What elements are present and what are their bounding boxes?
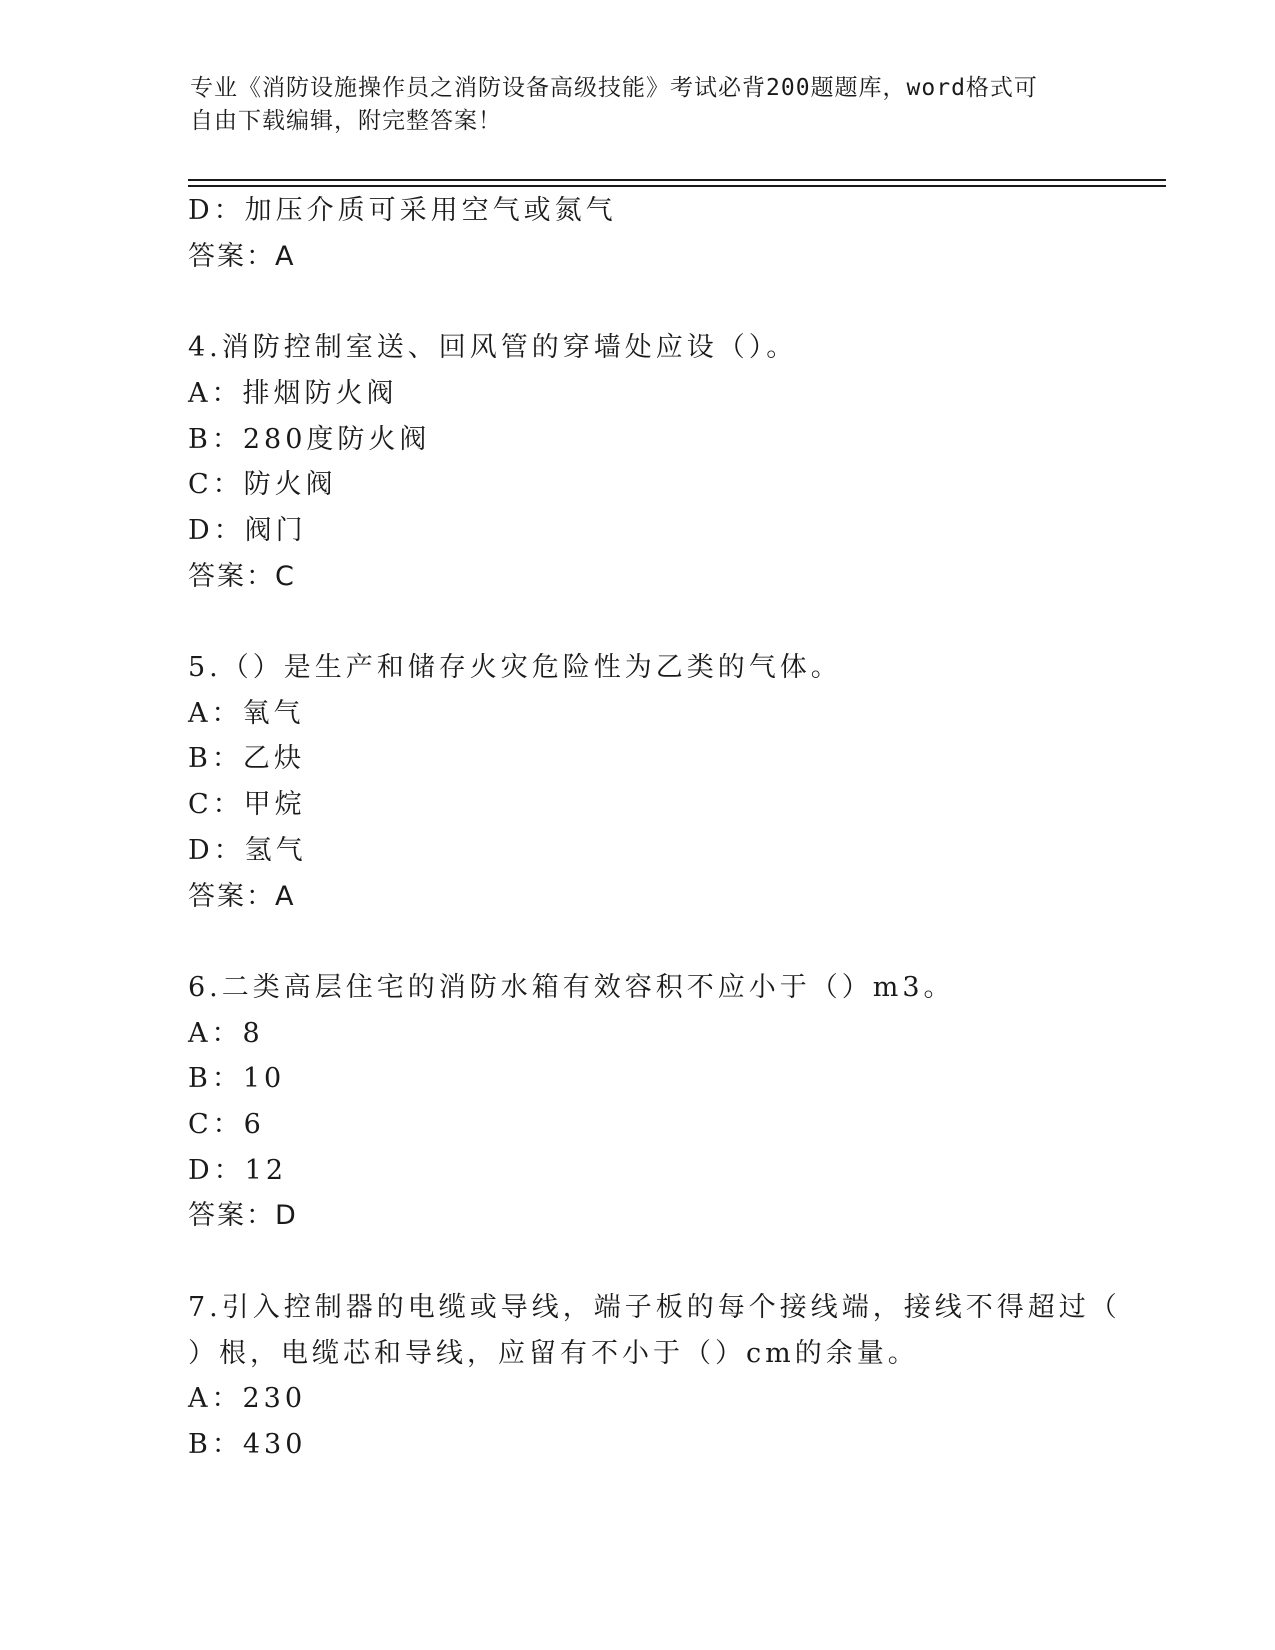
option-a: A：8 bbox=[188, 1017, 264, 1049]
option-d: D：氢气 bbox=[188, 834, 307, 866]
question-stem: 5.（）是生产和储存火灾危险性为乙类的气体。 bbox=[188, 652, 842, 683]
option-c: C：防火阀 bbox=[188, 469, 337, 501]
option-a: A：氧气 bbox=[188, 697, 305, 729]
question-stem-line-1: 7.引入控制器的电缆或导线，端子板的每个接线端，接线不得超过（ bbox=[188, 1291, 1121, 1323]
option-b: B：乙炔 bbox=[188, 743, 305, 775]
option-c: C：6 bbox=[188, 1109, 265, 1141]
question-item bbox=[188, 325, 1148, 599]
question-stem: 6.二类高层住宅的消防水箱有效容积不应小于（）m3。 bbox=[188, 971, 955, 1003]
option-d: D：阀门 bbox=[188, 514, 307, 546]
option-a: A：230 bbox=[188, 1383, 307, 1415]
question-item bbox=[188, 965, 1148, 1239]
answer-line: 答案：A bbox=[188, 880, 296, 912]
question-stem-line-2: ）根，电缆芯和导线，应留有不小于（）cm的余量。 bbox=[188, 1337, 919, 1369]
question-item bbox=[188, 645, 1148, 919]
option-b: B：280度防火阀 bbox=[188, 423, 431, 455]
option-d: D：12 bbox=[188, 1154, 288, 1186]
answer-line: 答案：D bbox=[188, 1200, 298, 1232]
question-item bbox=[188, 1285, 1148, 1468]
option-a: A：排烟防火阀 bbox=[188, 377, 398, 409]
header-line-2: 自由下载编辑，附完整答案！ bbox=[190, 108, 502, 134]
question-stem: 4.消防控制室送、回风管的穿墙处应设（）。 bbox=[188, 332, 798, 364]
option-d: D：加压介质可采用空气或氮气 bbox=[188, 195, 617, 226]
question-list bbox=[188, 188, 1148, 1468]
option-b: B：430 bbox=[188, 1428, 307, 1460]
document-header bbox=[190, 72, 1080, 138]
option-c: C：甲烷 bbox=[188, 789, 306, 821]
header-divider-top bbox=[188, 179, 1166, 181]
answer-line: 答案：A bbox=[188, 240, 296, 272]
header-line-1: 专业《消防设施操作员之消防设备高级技能》考试必背200题题库，word格式可 bbox=[190, 75, 1038, 101]
option-b: B：10 bbox=[188, 1063, 286, 1095]
header-divider-bottom bbox=[188, 185, 1166, 187]
answer-line: 答案：C bbox=[188, 560, 296, 592]
